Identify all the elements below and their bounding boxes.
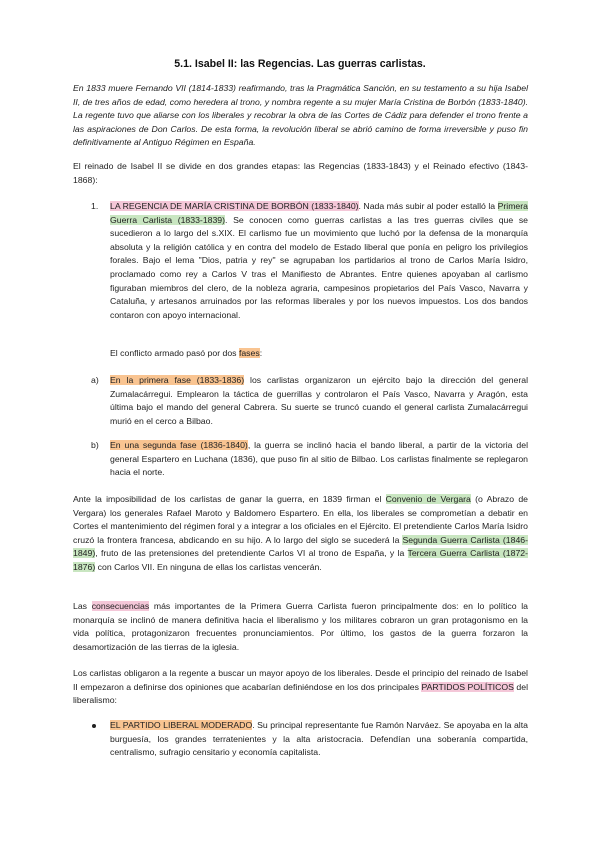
fase-a-text: los carlistas organizaron un ejército bajo la dirección del general Zumalacárregui. Emplearon la táctica de guerrillas y controlaron el País Vasco, Navarra y Aragón, esta última bajo el mando del general Cabrera. Su suerte se truncó cuando el general carlista Zumalacárregui murió en el cerco a Bilbao. — [110, 375, 528, 426]
vergara-text-2: (o Abrazo de Vergara) los generales Rafael Maroto y Baldomero Espartero. En ella, los liberales se comprometían a debatir en Cortes el mantenimiento del régimen foral y a integrar a los oficiales en el Ejército. El pretendiente Carlos María Isidro cruzó la frontera francesa, abdicando en su hijo. A lo largo del siglo se sucederá la — [73, 494, 528, 545]
partido-moderado-item — [110, 719, 528, 760]
list-marker-a: a) — [91, 375, 99, 385]
vergara-text-1: Ante la imposibilidad de los carlistas de ganar la guerra, en 1839 firman el — [73, 494, 386, 504]
regencia-text-2: . Se conocen como guerras carlistas a las tres guerras civiles que se sucedieron a lo largo del s.XIX. El carlismo fue un movimiento que luchó por la defensa de la monarquía absoluta y la religión católica y en contra del modelo de Estado liberal que ponía en peligro los privilegios forales. Bajo el lema "Dios, patria y rey" se agrupaban los partidarios al trono de Carlos María Isidro, proclamado como rey a Carlos V tras el Manifiesto de Abrantes. Entre quienes apoyaban al carlismo figuraban miembros del clero, de la nobleza agraria, campesinos propietarios del País Vasco, Navarra y Cataluña, y artesanos arruinados por las reformas liberales y por los nuevos impuestos. Los dos bandos contaron con apoyo internacional. — [110, 214, 528, 320]
intro-paragraph: En 1833 muere Fernando VII (1814-1833) reafirmando, tras la Pragmática Sanción, en su testamento a su hija Isabel II, de tres años de edad, como heredera al trono, y nombra regente a su mujer María Cristina de Borbón (1833-1840). La regente tuvo que aliarse con los liberales y recobrar la obra de las Cortes de Cádiz para defender el trono frente a las aspiraciones de Don Carlos. De esta forma, la revolución liberal se abrió camino de forma irreversible y puso fin definitivamente al Antiguo Régimen en España. — [73, 83, 528, 148]
fases-highlight: fases — [238, 348, 260, 358]
fase-b-item — [110, 439, 528, 480]
consecuencias-highlight: consecuencias — [91, 601, 150, 611]
primera-guerra-carlista: Primera Guerra Carlista (1833-1839) — [110, 201, 528, 225]
convenio-vergara: Convenio de Vergara — [385, 494, 471, 504]
fase-b-heading: En una segunda fase (1836-1840) — [110, 440, 248, 450]
conflicto-paragraph — [110, 347, 528, 361]
list-marker-b: b) — [91, 440, 99, 450]
consecuencias-text-1: Las — [73, 601, 92, 611]
consecuencias-paragraph — [73, 600, 528, 654]
tercera-guerra-carlista: Tercera Guerra Carlista (1872- 1876) — [73, 548, 529, 572]
conflicto-colon: : — [259, 348, 263, 358]
partido-moderado-text: . Su principal representante fue Ramón Narváez. Se apoyaba en la alta burguesía, los grandes terratenientes y la alta aristocracia. Defendían una soberanía compartida, centralismo, sufragio censitario y economía capitalista. — [110, 720, 528, 758]
partido-moderado-heading: EL PARTIDO LIBERAL MODERADO — [110, 720, 253, 730]
regencia-heading: LA REGENCIA DE MARÍA CRISTINA DE BORBÓN (1833-1840) — [110, 201, 359, 211]
fase-a-item — [110, 374, 528, 428]
partidos-text-1: Los carlistas obligaron a la regente a buscar un mayor apoyo de los liberales. Desde el principio del reinado de Isabel II empezaron a definirse dos opiniones que acabarían definiéndose en los dos principales — [73, 668, 528, 692]
vergara-paragraph — [73, 493, 528, 575]
fase-a-heading: En la primera fase (1833-1836) — [110, 375, 245, 385]
regencia-text-1: . Nada más subir al poder estalló la — [358, 201, 498, 211]
reinado-paragraph: El reinado de Isabel II se divide en dos grandes etapas: las Regencias (1833-1843) y el Reinado efectivo (1843-1868): — [73, 161, 528, 185]
list-marker-1: 1. — [91, 201, 99, 211]
fase-b-text: , la guerra se inclinó hacia el bando liberal, a partir de la victoria del general Espartero en Luchana (1836), que puso fin al sitio de Bilbao. Los carlistas finalmente se replegaron hacia el norte. — [110, 440, 528, 478]
partidos-politicos-highlight: PARTIDOS POLÍTICOS — [421, 681, 514, 692]
page-title: 5.1. Isabel II: las Regencias. Las guerras carlistas. — [174, 58, 426, 70]
vergara-text-3: , fruto de las pretensiones del pretendiente Carlos VI al trono de España, y la — [95, 548, 408, 559]
bullet-icon — [92, 724, 96, 728]
segunda-guerra-carlista: Segunda Guerra Carlista (1846-1849) — [73, 534, 529, 559]
partidos-paragraph — [73, 667, 528, 708]
partidos-text-2: del liberalismo: — [73, 681, 529, 706]
regencia-maria-cristina-item — [110, 200, 528, 322]
consecuencias-text-2: más importantes de la Primera Guerra Carlista fueron principalmente dos: en lo político la monarquía se inclinó de manera definitiva hacia el liberalismo y los militares cobraron un gran protagonismo en la vida política, protagonizaron frecuentes pronunciamientos. Por último, los gastos de la guerra forzaron la desamortización de las tierras de la iglesia. — [73, 601, 528, 652]
vergara-text-4: con Carlos VII. En ninguna de ellas los carlistas vencerán. — [95, 561, 322, 572]
conflicto-text: El conflicto armado pasó por dos — [110, 348, 239, 358]
